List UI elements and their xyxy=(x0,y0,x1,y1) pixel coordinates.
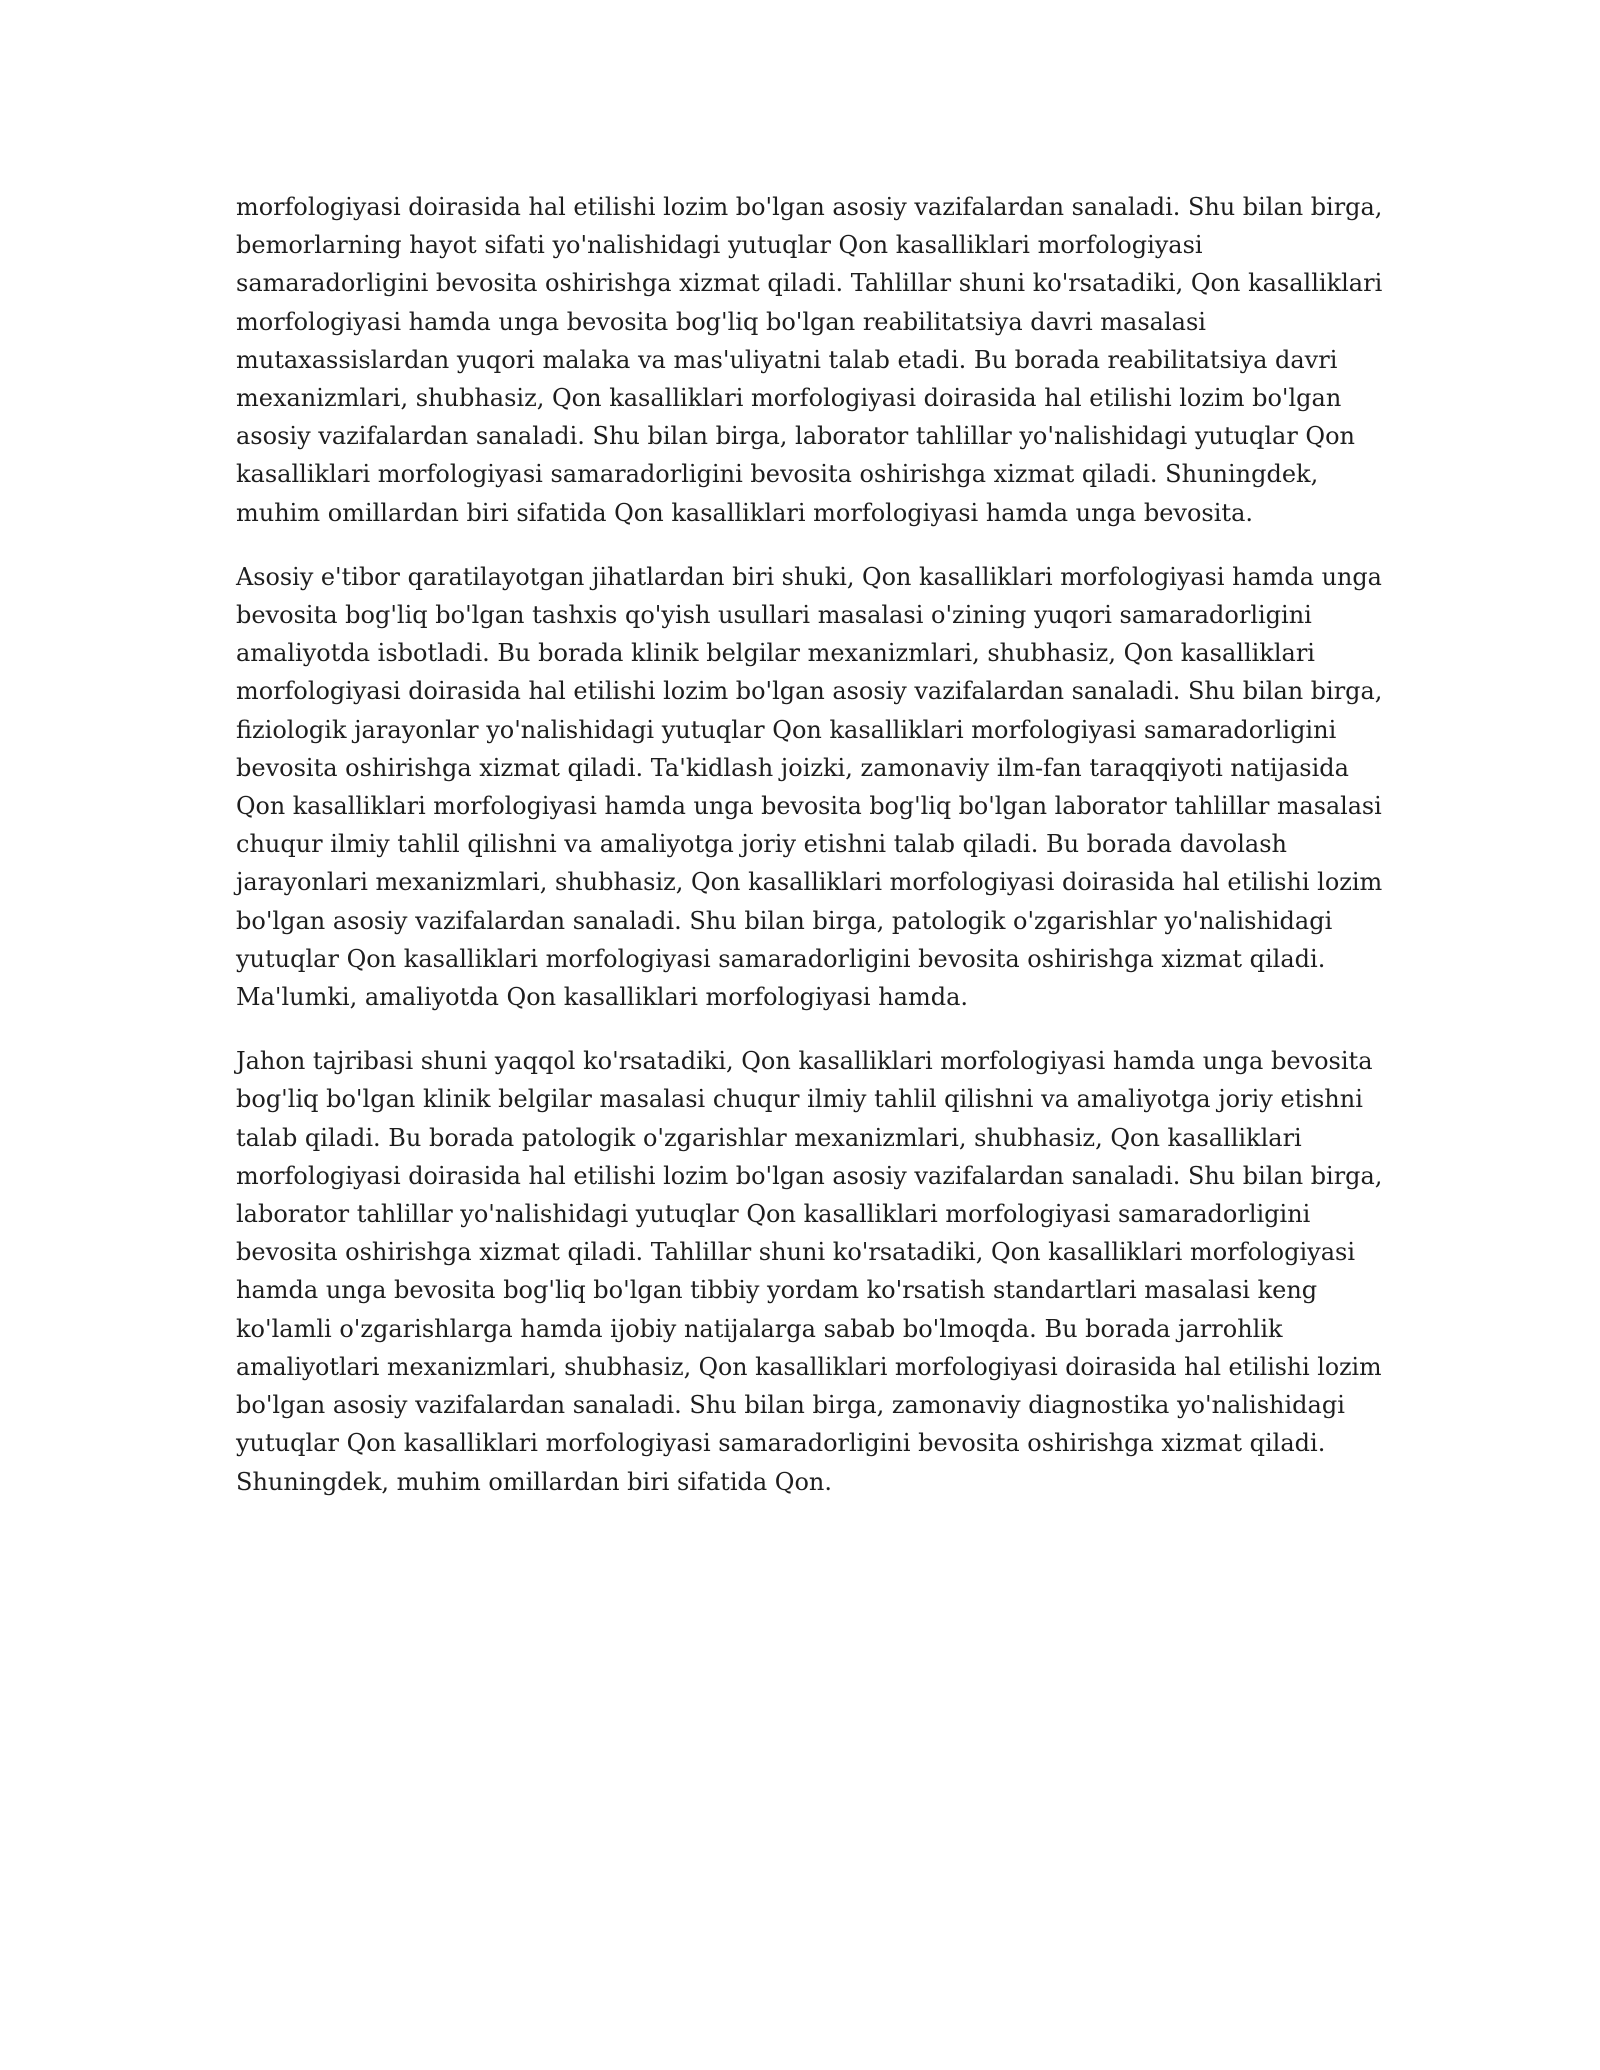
text-line: bo'lgan asosiy vazifalardan sanaladi. Shu bilan birga, zamonaviy diagnostika yo'nalishidagi xyxy=(236,1391,1345,1420)
text-line: morfologiyasi doirasida hal etilishi lozim bo'lgan asosiy vazifalardan sanaladi. Shu bilan birga, xyxy=(236,677,1383,706)
text-line: kasalliklari morfologiyasi samaradorligini bevosita oshirishga xizmat qiladi. Shuningdek, xyxy=(236,460,1319,489)
paragraph-2 xyxy=(236,558,1382,1016)
text-line: morfologiyasi doirasida hal etilishi lozim bo'lgan asosiy vazifalardan sanaladi. Shu bilan birga, xyxy=(236,1161,1383,1190)
paragraph-1 xyxy=(236,188,1382,532)
text-line: mexanizmlari, shubhasiz, Qon kasalliklari morfologiyasi doirasida hal etilishi lozim bo'lgan xyxy=(236,384,1342,413)
text-line: bevosita bog'liq bo'lgan tashxis qo'yish usullari masalasi o'zining yuqori samaradorligini xyxy=(236,601,1312,630)
text-line: asosiy vazifalardan sanaladi. Shu bilan birga, laborator tahlillar yo'nalishidagi yutuqlar Qon xyxy=(236,422,1356,451)
text-line: Jahon tajribasi shuni yaqqol ko'rsatadiki, Qon kasalliklari morfologiyasi hamda unga bevosita xyxy=(236,1047,1373,1076)
text-line: mutaxassislardan yuqori malaka va mas'uliyatni talab etadi. Bu borada reabilitatsiya davri xyxy=(236,345,1338,374)
text-line: yutuqlar Qon kasalliklari morfologiyasi samaradorligini bevosita oshirishga xizmat qiladi. xyxy=(236,944,1326,973)
text-line: bog'liq bo'lgan klinik belgilar masalasi chuqur ilmiy tahlil qilishni va amaliyotga joriy etishni xyxy=(236,1085,1363,1114)
text-line: Shuningdek, muhim omillardan biri sifatida Qon. xyxy=(236,1467,833,1496)
text-line: morfologiyasi hamda unga bevosita bog'liq bo'lgan reabilitatsiya davri masalasi xyxy=(236,307,1206,336)
text-line: laborator tahlillar yo'nalishidagi yutuqlar Qon kasalliklari morfologiyasi samaradorligini xyxy=(236,1200,1311,1229)
text-line: jarayonlari mexanizmlari, shubhasiz, Qon kasalliklari morfologiyasi doirasida hal etilishi lozim xyxy=(236,868,1383,897)
text-line: fiziologik jarayonlar yo'nalishidagi yutuqlar Qon kasalliklari morfologiyasi samaradorligini xyxy=(236,715,1337,744)
text-line: Asosiy e'tibor qaratilayotgan jihatlardan biri shuki, Qon kasalliklari morfologiyasi hamda unga xyxy=(236,562,1382,591)
text-line: ko'lamli o'zgarishlarga hamda ijobiy natijalarga sabab bo'lmoqda. Bu borada jarrohlik xyxy=(236,1314,1283,1343)
text-line: morfologiyasi doirasida hal etilishi lozim bo'lgan asosiy vazifalardan sanaladi. Shu bilan birga, xyxy=(236,193,1383,221)
text-line: bevosita oshirishga xizmat qiladi. Tahlillar shuni ko'rsatadiki, Qon kasalliklari morfologiyasi xyxy=(236,1238,1356,1267)
text-line: muhim omillardan biri sifatida Qon kasalliklari morfologiyasi hamda unga bevosita. xyxy=(236,498,1253,527)
text-line: Qon kasalliklari morfologiyasi hamda unga bevosita bog'liq bo'lgan laborator tahlillar masalasi xyxy=(236,792,1382,821)
text-line: hamda unga bevosita bog'liq bo'lgan tibbiy yordam ko'rsatish standartlari masalasi keng xyxy=(236,1276,1318,1305)
text-line: amaliyotlari mexanizmlari, shubhasiz, Qon kasalliklari morfologiyasi doirasida hal etilishi lozim xyxy=(236,1352,1382,1381)
paragraph-3 xyxy=(236,1042,1382,1500)
body-text xyxy=(236,188,1382,1527)
text-line: bemorlarning hayot sifati yo'nalishidagi yutuqlar Qon kasalliklari morfologiyasi xyxy=(236,231,1203,260)
text-line: chuqur ilmiy tahlil qilishni va amaliyotga joriy etishni talab qiladi. Bu borada davolash xyxy=(236,830,1288,859)
text-line: bevosita oshirishga xizmat qiladi. Ta'kidlash joizki, zamonaviy ilm-fan taraqqiyoti natijasida xyxy=(236,753,1349,782)
text-line: samaradorligini bevosita oshirishga xizmat qiladi. Tahlillar shuni ko'rsatadiki, Qon kasalliklari xyxy=(236,269,1383,298)
text-line: amaliyotda isbotladi. Bu borada klinik belgilar mexanizmlari, shubhasiz, Qon kasalliklari xyxy=(236,639,1315,668)
text-line: Ma'lumki, amaliyotda Qon kasalliklari morfologiyasi hamda. xyxy=(236,983,969,1012)
text-line: yutuqlar Qon kasalliklari morfologiyasi samaradorligini bevosita oshirishga xizmat qiladi. xyxy=(236,1429,1326,1458)
text-line: bo'lgan asosiy vazifalardan sanaladi. Shu bilan birga, patologik o'zgarishlar yo'nalishidagi xyxy=(236,906,1333,935)
text-line: talab qiladi. Bu borada patologik o'zgarishlar mexanizmlari, shubhasiz, Qon kasalliklari xyxy=(236,1123,1302,1152)
